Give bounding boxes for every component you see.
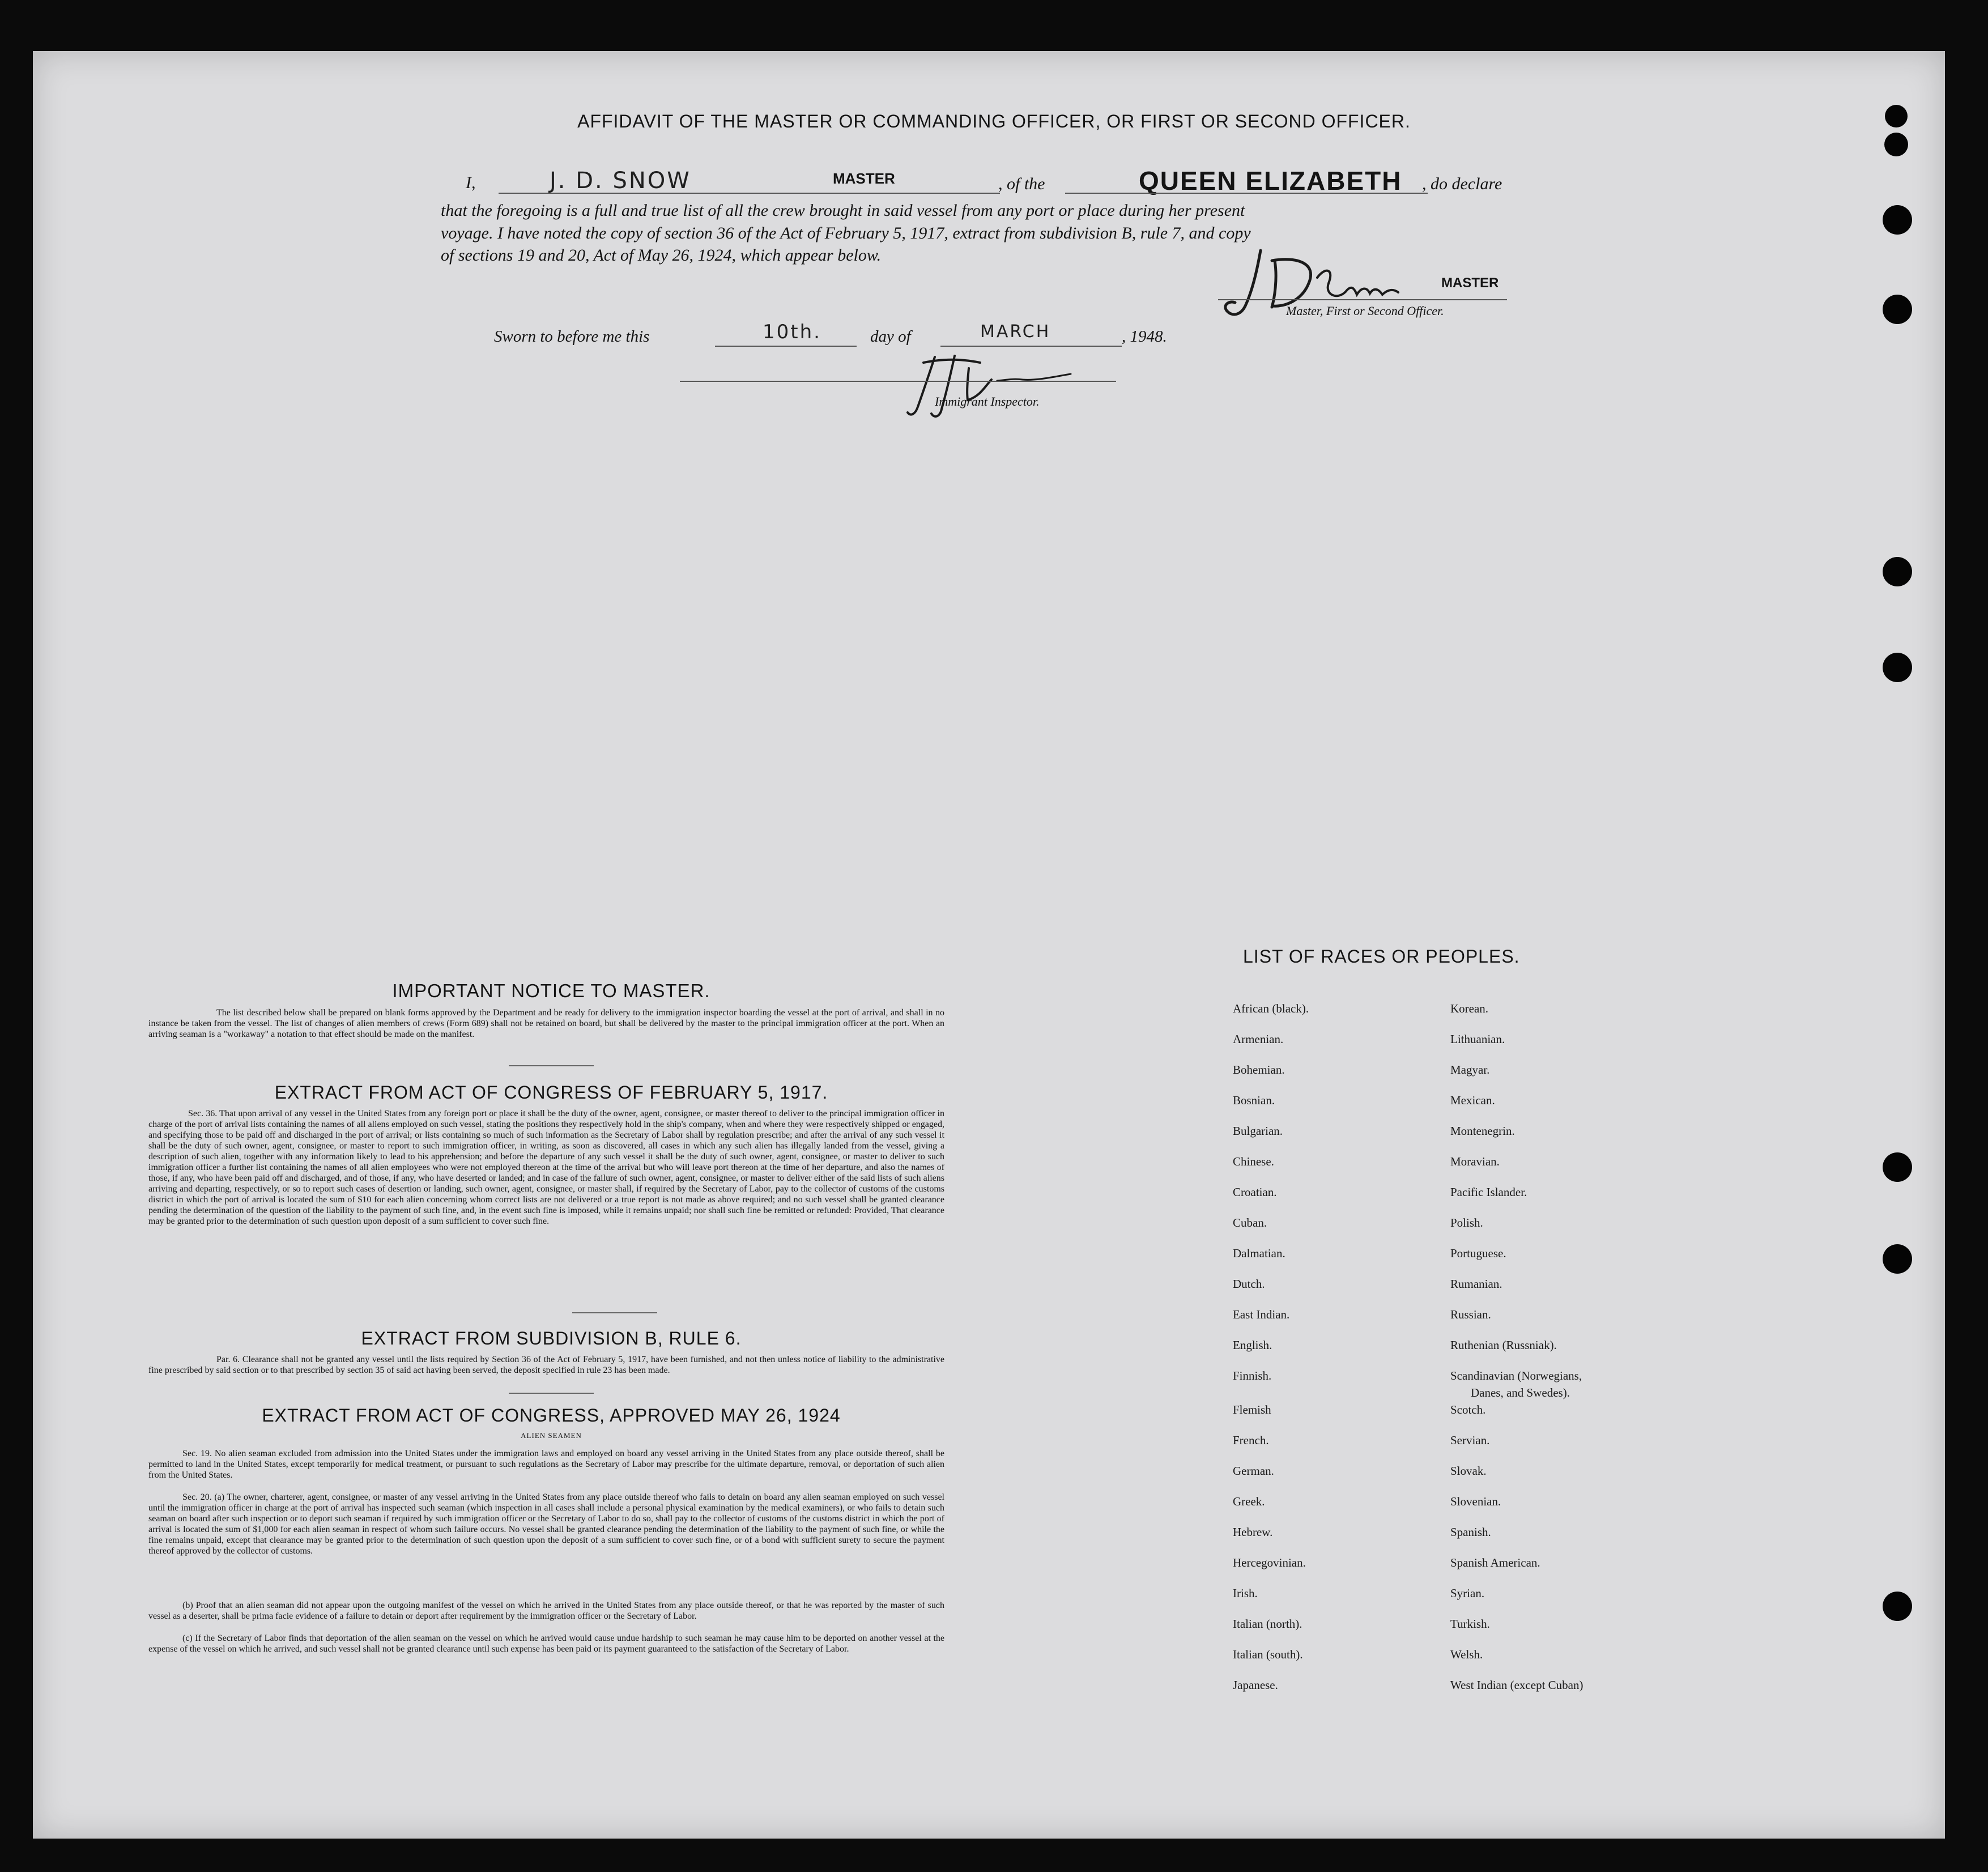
race-item: Hercegovinian. bbox=[1233, 1556, 1306, 1569]
race-item: Servian. bbox=[1450, 1433, 1490, 1447]
race-item: Italian (south). bbox=[1233, 1648, 1303, 1661]
notice-body: The list described below shall be prepared on blank forms approved by the Department and be ready for delivery to the immigration inspector boarding the vessel at the port of arrival, and shall in no instance be taken from the vessel. The list of changes of alien members of crews (Form 689) shall not be retained on board, but shall be delivered by the master to the principal immigration officer at the port. When an arriving seaman is a "workaway" a notation to that effect should be made on the manifest. bbox=[148, 1008, 944, 1039]
officer-rank-stamp: MASTER bbox=[833, 170, 895, 187]
declaration-line-2: voyage. I have noted the copy of section 36 of the Act of February 5, 1917, extract from subdivision B, rule 7, and copy bbox=[441, 224, 1251, 242]
race-item: Portuguese. bbox=[1450, 1246, 1506, 1260]
race-item: Flemish bbox=[1233, 1403, 1271, 1416]
race-item: Irish. bbox=[1233, 1586, 1258, 1600]
sworn-year: , 1948. bbox=[1122, 327, 1167, 346]
officer-name-field: J. D. SNOW bbox=[550, 168, 691, 194]
punch-hole-3 bbox=[1883, 205, 1912, 235]
extract-1924-title: EXTRACT FROM ACT OF CONGRESS, APPROVED MAY 26, 1924 bbox=[262, 1405, 841, 1426]
race-item: Mexican. bbox=[1450, 1094, 1495, 1107]
of-the-label: , of the bbox=[998, 175, 1045, 193]
pronoun: I, bbox=[466, 173, 476, 192]
extract-1924-sec19: Sec. 19. No alien seaman excluded from admission into the United States under the immigration laws and employed on board any vessel arriving in the United States from any place outside thereof, shall be permitted to land in the United States, except temporarily for medical treatment, or pursuant to such regulations as the Secretary of Labor may prescribe for the ultimate departure, removal, or deportation of such alien from the United States. bbox=[148, 1449, 944, 1480]
extract-1924-sec20c: (c) If the Secretary of Labor finds that deportation of the alien seaman on the vessel on which he arrived would cause undue hardship to such seaman he may cause him to be deported on another vessel at the expense of the vessel on which he arrived, and such vessel shall not be granted clearance until such expense has been paid or its payment guaranteed to the satisfaction of the Secretary of Labor. bbox=[148, 1633, 944, 1654]
race-item: Syrian. bbox=[1450, 1586, 1485, 1600]
race-item: Greek. bbox=[1233, 1495, 1265, 1508]
extract-rule6-body: Par. 6. Clearance shall not be granted any vessel until the lists required by Section 36 of the Act of February 5, 1917, have been furnished, and not then unless notice of liability to the administrative fine prescribed by said section or to that prescribed by section 35 of said act having been served, the deposit specified in rule 23 has been made. bbox=[148, 1355, 944, 1375]
race-item: Turkish. bbox=[1450, 1617, 1490, 1631]
divider-2 bbox=[572, 1312, 657, 1313]
race-item: Ruthenian (Russniak). bbox=[1450, 1338, 1557, 1352]
punch-hole-2 bbox=[1884, 133, 1908, 156]
extract-1924-subtitle: ALIEN SEAMEN bbox=[521, 1431, 582, 1440]
inspector-caption: Immigrant Inspector. bbox=[935, 394, 1040, 409]
vessel-name: QUEEN ELIZABETH bbox=[1139, 166, 1402, 195]
sworn-prefix: Sworn to before me this bbox=[494, 327, 650, 346]
officer-name-underline bbox=[499, 193, 1000, 194]
day-of-label: day of bbox=[870, 327, 911, 346]
declaration-line-1: that the foregoing is a full and true list of all the crew brought in said vessel from any port or place during her present bbox=[441, 201, 1245, 220]
signature-underline bbox=[1218, 299, 1507, 300]
race-item: Dalmatian. bbox=[1233, 1246, 1285, 1260]
inspector-underline bbox=[680, 381, 1116, 382]
race-item: English. bbox=[1233, 1338, 1272, 1352]
inspector-signature bbox=[901, 346, 1139, 425]
race-item: Cuban. bbox=[1233, 1216, 1267, 1229]
race-item: East Indian. bbox=[1233, 1308, 1290, 1321]
signature-rank-stamp: MASTER bbox=[1441, 275, 1499, 291]
notice-title: IMPORTANT NOTICE TO MASTER. bbox=[392, 980, 710, 1001]
race-item: Bohemian. bbox=[1233, 1063, 1285, 1077]
extract-1924-sec20b: (b) Proof that an alien seaman did not appear upon the outgoing manifest of the vessel on which he arrived in the United States from any place outside thereof, or that he was reported by the master of such vessel as a deserter, shall be prima facie evidence of a failure to detain or deport after requirement by the immigration officer or the Secretary of Labor. bbox=[148, 1601, 944, 1621]
race-item: Polish. bbox=[1450, 1216, 1483, 1229]
race-item: Bulgarian. bbox=[1233, 1124, 1283, 1138]
race-item: Scandinavian (Norwegians, bbox=[1450, 1369, 1582, 1382]
extract-1917-body: Sec. 36. That upon arrival of any vessel in the United States from any foreign port or place it shall be the duty of the owner, agent, consignee, or master thereof to deliver to the principal immigration officer in charge of the port of arrival lists containing the names of all aliens employed on such vessel, stating the positions they respectively hold in the ship's company, when and where they were respectively shipped or engaged, and specifying those to be paid off and discharged in the port of arrival; or lists containing so much of such information as the Secretary of Labor shall by regulation prescribe; and after the arrival of any such vessel it shall be the duty of such owner, agent, consignee, or master to report to such immigration officer, in writing, as soon as discovered, all cases in which any such alien has illegally landed from the vessel, giving a description of such alien, together with any information likely to lead to his apprehension; and before the departure of any such vessel it shall be the duty of such owner, agent, consignee, or master to deliver to such immigration officer a further list containing the names of all alien employees who were not employed thereon at the time of the arrival but who will leave port thereon at the time of her departure, and also the names of those, if any, who have been paid off and discharged, and of those, if any, who have deserted or landed; and in case of the failure of such owner, agent, consignee, or master to deliver either of the said lists of such aliens arriving and departing, respectively, or so to report such cases of desertion or landing, such owner, agent, consignee, or master shall, if required by the Secretary of Labor, pay to the collector of customs of the customs district in which the port of arrival is located the sum of $10 for each alien concerning whom correct lists are not delivered or a true report is not made as above required; and no such vessel shall be granted clearance pending the determination of the question of the liability to the payment of such fine, and, in the event such fine is imposed, while it remains unpaid; nor shall such fine be remitted or refunded: Provided, That clearance may be granted prior to the determination of such question upon deposit of a sum sufficient to cover such fine. bbox=[148, 1109, 944, 1226]
extract-rule6-title: EXTRACT FROM SUBDIVISION B, RULE 6. bbox=[361, 1328, 742, 1348]
signature-caption: Master, First or Second Officer. bbox=[1286, 304, 1444, 318]
race-item: Pacific Islander. bbox=[1450, 1185, 1527, 1199]
punch-hole-9 bbox=[1883, 1592, 1912, 1621]
affidavit-heading: AFFIDAVIT OF THE MASTER OR COMMANDING OFFICER, OR FIRST OR SECOND OFFICER. bbox=[577, 111, 1411, 131]
form-sheet bbox=[33, 51, 1945, 1839]
race-scandinavian-continued: Danes, and Swedes). bbox=[1471, 1386, 1570, 1399]
race-item: Finnish. bbox=[1233, 1369, 1272, 1382]
race-item: Welsh. bbox=[1450, 1648, 1483, 1661]
race-item: Rumanian. bbox=[1450, 1277, 1502, 1291]
race-item: Spanish American. bbox=[1450, 1556, 1540, 1569]
race-item: Spanish. bbox=[1450, 1525, 1491, 1539]
race-item: West Indian (except Cuban) bbox=[1450, 1678, 1583, 1692]
race-item: Russian. bbox=[1450, 1308, 1491, 1321]
punch-hole-4 bbox=[1883, 295, 1912, 324]
race-item: African (black). bbox=[1233, 1002, 1309, 1015]
sworn-month-field: MARCH bbox=[980, 322, 1051, 342]
divider-1 bbox=[509, 1065, 594, 1066]
race-item: Japanese. bbox=[1233, 1678, 1278, 1692]
race-item: Bosnian. bbox=[1233, 1094, 1275, 1107]
extract-1917-title: EXTRACT FROM ACT OF CONGRESS OF FEBRUARY 5, 1917. bbox=[274, 1082, 828, 1103]
race-item: German. bbox=[1233, 1464, 1274, 1478]
race-item: Slovak. bbox=[1450, 1464, 1487, 1478]
race-item: Montenegrin. bbox=[1450, 1124, 1515, 1138]
vessel-underline bbox=[1065, 193, 1428, 194]
race-item: Korean. bbox=[1450, 1002, 1489, 1015]
race-item: Hebrew. bbox=[1233, 1525, 1273, 1539]
race-item: Lithuanian. bbox=[1450, 1032, 1505, 1046]
race-item: Armenian. bbox=[1233, 1032, 1284, 1046]
punch-hole-8 bbox=[1883, 1244, 1912, 1274]
race-item: Magyar. bbox=[1450, 1063, 1490, 1077]
race-item: Italian (north). bbox=[1233, 1617, 1302, 1631]
extract-1924-sec20a: Sec. 20. (a) The owner, charterer, agent, consignee, or master of any vessel arriving in the United States from any place outside thereof who fails to detain on board any alien seaman employed on such vessel until the immigration officer in charge at the port of arrival has inspected such seaman (which inspection in all cases shall include a personal physical examination by the medical examiners), or who fails to detain such seaman on board after such inspection or to deport such seaman if required by such immigration officer or the Secretary of Labor to do so, shall pay to the collector of customs of the customs district in which the port of arrival is located the sum of $1,000 for each alien seaman in respect of whom such failure occurs. No vessel shall be granted clearance pending the determination of the liability to the payment of such fine, or while the fine remains unpaid, except that clearance may be granted prior to the determination of such question upon the deposit of a sum sufficient to cover such fine, or of a bond with sufficient surety to secure the payment thereof approved by the collector of customs. bbox=[148, 1492, 944, 1556]
race-item: Croatian. bbox=[1233, 1185, 1277, 1199]
race-item: Dutch. bbox=[1233, 1277, 1265, 1291]
do-declare-label: , do declare bbox=[1422, 175, 1502, 193]
races-title: LIST OF RACES OR PEOPLES. bbox=[1243, 946, 1520, 967]
race-item: Moravian. bbox=[1450, 1155, 1500, 1168]
race-item: Chinese. bbox=[1233, 1155, 1274, 1168]
divider-3 bbox=[509, 1393, 594, 1394]
race-item: French. bbox=[1233, 1433, 1269, 1447]
sworn-day-underline bbox=[715, 346, 857, 347]
sworn-day-field: 10th. bbox=[763, 321, 821, 343]
declaration-line-3: of sections 19 and 20, Act of May 26, 1924, which appear below. bbox=[441, 246, 882, 265]
punch-hole-7 bbox=[1883, 1152, 1912, 1182]
punch-hole-5 bbox=[1883, 557, 1912, 586]
race-item: Scotch. bbox=[1450, 1403, 1486, 1416]
punch-hole-6 bbox=[1883, 653, 1912, 682]
race-item: Slovenian. bbox=[1450, 1495, 1501, 1508]
